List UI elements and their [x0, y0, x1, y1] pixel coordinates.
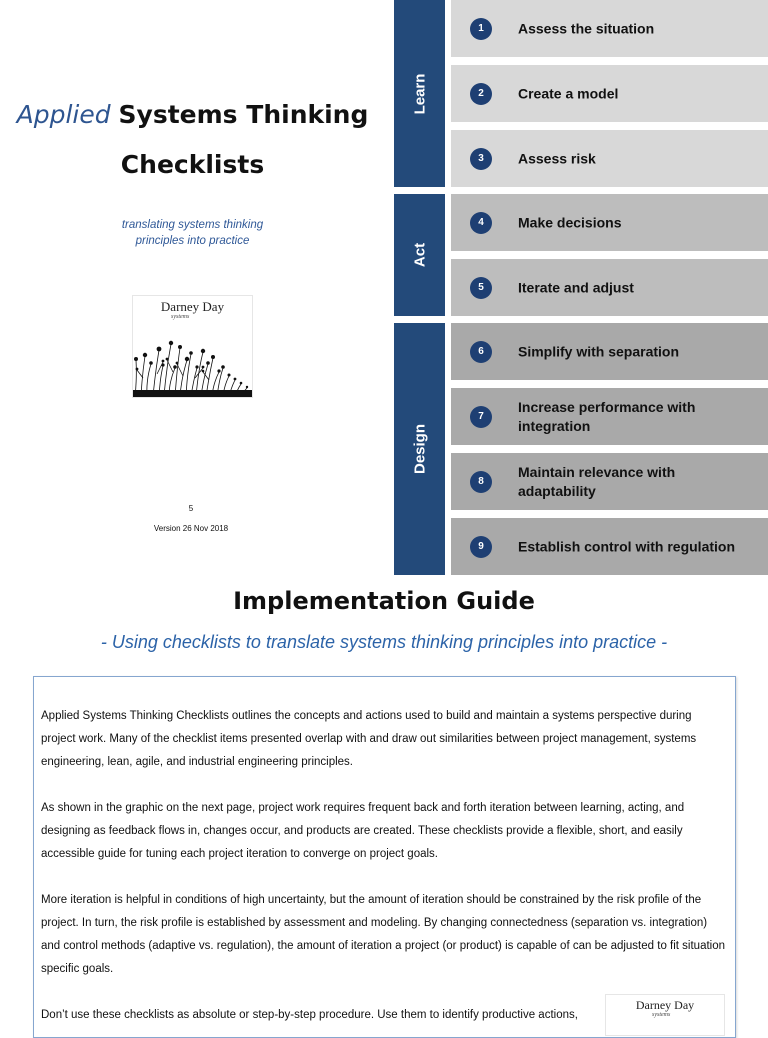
- step-number-badge: 5: [470, 277, 492, 299]
- checklist-step-3: [451, 130, 768, 187]
- step-label: Maintain relevance with adaptability: [518, 463, 676, 499]
- checklist-step-9: [451, 518, 768, 575]
- step-number-badge: 1: [470, 18, 492, 40]
- step-label: Iterate and adjust: [518, 279, 634, 295]
- phase-act: [394, 194, 445, 316]
- checklist-step-1: [451, 0, 768, 57]
- wildflower-silhouette-icon: [133, 318, 252, 397]
- cover-panel: [0, 0, 385, 575]
- guide-paragraph-1: Applied Systems Thinking Checklists outlines the concepts and actions used to build and maintain a systems perspective during project work. Many of the checklist items presented overlap with and draw out similarities between project management, systems engineering, lean, agile, and industrial engineering principles.: [41, 710, 697, 768]
- cover-subtitle-line2: principles into practice: [135, 235, 250, 247]
- step-number-badge: 9: [470, 536, 492, 558]
- step-label: Make decisions: [518, 214, 622, 230]
- step-label: Create a model: [518, 85, 619, 101]
- step-number-badge: 2: [470, 83, 492, 105]
- guide-title: Implementation Guide: [233, 587, 535, 615]
- logo-name: Darney Day: [635, 998, 695, 1012]
- cover-title: [0, 97, 385, 133]
- cover-title-italic: Applied: [16, 100, 111, 129]
- step-label: Increase performance with integration: [518, 398, 696, 434]
- cover-title-line2: Checklists: [120, 150, 265, 179]
- step-number-badge: 8: [470, 471, 492, 493]
- checklist-step-6: [451, 323, 768, 380]
- phase-label-act: Act: [411, 242, 428, 268]
- guide-subtitle: - Using checklists to translate systems thinking principles into practice -: [100, 632, 668, 652]
- step-label: Assess risk: [518, 150, 596, 166]
- checklist-step-4: [451, 194, 768, 251]
- step-label: Simplify with separation: [518, 343, 680, 359]
- phase-learn: [394, 0, 445, 187]
- logo-name: Darney Day: [160, 299, 225, 314]
- step-number-badge: 7: [470, 406, 492, 428]
- step-number-badge: 3: [470, 148, 492, 170]
- cover-subtitle-line1: translating systems thinking: [121, 219, 264, 231]
- cover-title-bold: Systems Thinking: [118, 100, 369, 129]
- step-label: Establish control with regulation: [518, 538, 736, 554]
- darney-day-logo-small: [605, 994, 725, 1036]
- guide-paragraph-3: More iteration is helpful in conditions of high uncertainty, but the amount of iteration should be constrained by the risk profile of the project. In turn, the risk profile is established by assessment and modeling. By changing connectedness (separation vs. integration) and control methods (adaptive vs. regulation), the amount of iteration a project (or product) is capable of can be adjusted to fit situation specific goals.: [41, 894, 726, 975]
- page-number: 5: [188, 504, 194, 513]
- logo-tagline: systems: [171, 314, 190, 320]
- checklist-step-7: [451, 388, 768, 445]
- darney-day-logo: [132, 295, 253, 398]
- phase-design: [394, 323, 445, 575]
- phase-label-learn: Learn: [411, 73, 428, 114]
- step-number-badge: 6: [470, 341, 492, 363]
- checklist-step-8: [451, 453, 768, 510]
- phase-label-design: Design: [411, 423, 428, 475]
- checklist-step-5: [451, 259, 768, 316]
- version-label: Version 26 Nov 2018: [153, 524, 229, 533]
- step-label: Assess the situation: [518, 20, 655, 36]
- cover-subtitle: [0, 217, 385, 249]
- logo-tagline: systems: [652, 1012, 671, 1018]
- step-number-badge: 4: [470, 212, 492, 234]
- checklist-step-2: [451, 65, 768, 122]
- guide-text-box: [33, 676, 736, 1038]
- guide-paragraph-2: As shown in the graphic on the next page, project work requires frequent back and forth iteration between learning, acting, and designing as feedback flows in, changes occur, and products are created. These checklists provide a flexible, short, and easily accessible guide for tuning each project iteration to converge on project goals.: [41, 802, 685, 860]
- guide-paragraph-4: Don’t use these checklists as absolute or step-by-step procedure. Use them to identify productive actions,: [41, 1009, 578, 1021]
